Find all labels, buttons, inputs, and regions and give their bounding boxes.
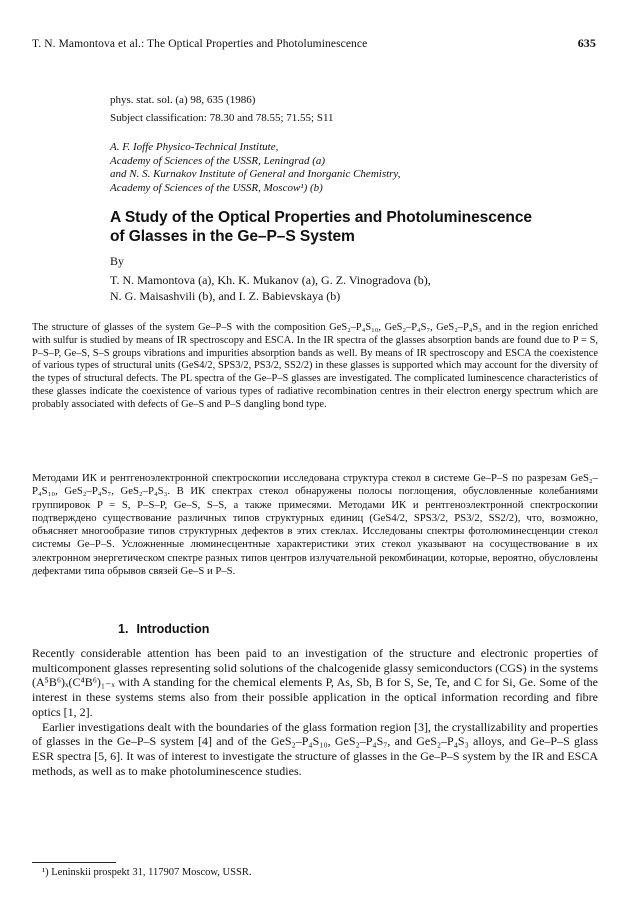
- affiliation-line: Academy of Sciences of the USSR, Leningrad (a): [110, 154, 326, 167]
- authors-line: T. N. Mamontova (a), Kh. K. Mukanov (a), G. Z. Vinogradova (b),: [110, 273, 431, 287]
- title-line: of Glasses in the Ge–P–S System: [110, 228, 355, 245]
- affiliation-line: and N. S. Kurnakov Institute of General and Inorganic Chemistry,: [110, 168, 401, 181]
- section-title: Introduction: [136, 622, 210, 636]
- affiliation-line: A. F. Ioffe Physico-Technical Institute,: [110, 141, 279, 153]
- paper-title: [110, 208, 610, 246]
- abstract-russian: Методами ИК и рентгеноэлектронной спектроскопии исследована структура стекол в системе Ge–P–S по разрезам GeS₂–P₄S₁₀, GeS₂–P₄S₇, GeS₂–P₄S₃. В ИК спектрах стекол обнаружены полосы поглощения, обусловленные колебаниями группировок P = S, P–S–P, Ge–S, S–S, а также примесями. Методами ИК и рентгеноэлектронной спектроскопии подтверждено существование различных типов структурных единиц (GeS4/2, SPS3/2, PS3/2, SS2/2), что, возможно, объясняет многообразие типов структурных дефектов в этих стеклах. Исследованы спектры фотолюминесценции стекол системы Ge–P–S. Усложненные люминесцентные характеристики этих стекол указывают на сосуществование в их электронном энергетическом спектре разных типов центров излучательной рекомбинации, которые, вероятно, обусловлены дефектами типа обрывов связей Ge–S и P–S.: [32, 472, 598, 578]
- title-line: A Study of the Optical Properties and Photoluminescence: [110, 209, 532, 226]
- section-heading: [118, 622, 209, 636]
- affiliations: [110, 141, 610, 196]
- affiliation-line: Academy of Sciences of the USSR, Moscow¹) (b): [110, 182, 323, 195]
- abstract-english: The structure of glasses of the system Ge–P–S with the composition GeS₂–P₄S₁₀, GeS₂–P₄S₇, GeS₂–P₄S₃ and in the region enriched with sulfur is studied by means of IR spectroscopy and ESCA. In the IR spectra of the glasses absorption bands are found due to P = S, P–S–P, Ge–S, S–S groups vibrations and impurities absorption bands as well. By means of IR spectroscopy and ESCA the coexistence of various types of structural units (GeS4/2, SPS3/2, PS3/2, SS2/2) in these glasses is supported which may account for the diversity of the types of structural defects. The PL spectra of the Ge–P–S glasses are investigated. The complicated luminescence characteristics of these glasses indicate the coexistence of various types of radiative recombination centres in their electron energy spectrum which are probably associated with defects of Ge–S and P–S dangling bond type.: [32, 322, 598, 410]
- paragraph: Earlier investigations dealt with the boundaries of the glass formation region [3], the crystallizability and properties of glasses in the Ge–P–S system [4] and of the GeS₂–P₄S₁₀, GeS₂–P₄S₇, and GeS₂–P₄S₃ alloys, and Ge–P–S glass ESR spectra [5, 6]. It was of interest to investigate the structure of glasses in the Ge–P–S system by the IR and ESCA methods, as well as to make photoluminescence studies.: [32, 719, 598, 778]
- running-head: [32, 36, 596, 51]
- subject-classification: Subject classification: 78.30 and 78.55; 71.55; S11: [110, 112, 334, 124]
- page-number: 635: [577, 36, 596, 50]
- by-label: By: [110, 254, 125, 268]
- paragraph: Recently considerable attention has been paid to an investigation of the structure and electronic properties of multicomponent glasses representing solid solutions of the chalcogenide glassy semiconductors (CGS) in the systems (A⁵B⁶)ₓ(C⁴B⁶)₁₋ₓ with A standing for the chemical elements P, As, Sb, B for S, Se, Te, and C for Si, Ge. Some of the interest in these systems stems also from their possible application in the optical information recording and fibre optics [1, 2].: [32, 646, 598, 719]
- introduction-body: [32, 646, 598, 778]
- authors-line: N. G. Maisashvili (b), and I. Z. Babievskaya (b): [110, 289, 341, 303]
- author-list: [110, 272, 610, 304]
- running-head-text: T. N. Mamontova et al.: The Optical Properties and Photoluminescence: [32, 38, 368, 50]
- footnote-divider: [32, 862, 116, 863]
- section-number: 1.: [118, 622, 129, 636]
- footnote: ¹) Leninskii prospekt 31, 117907 Moscow, USSR.: [42, 867, 252, 878]
- journal-citation: phys. stat. sol. (a) 98, 635 (1986): [110, 94, 256, 106]
